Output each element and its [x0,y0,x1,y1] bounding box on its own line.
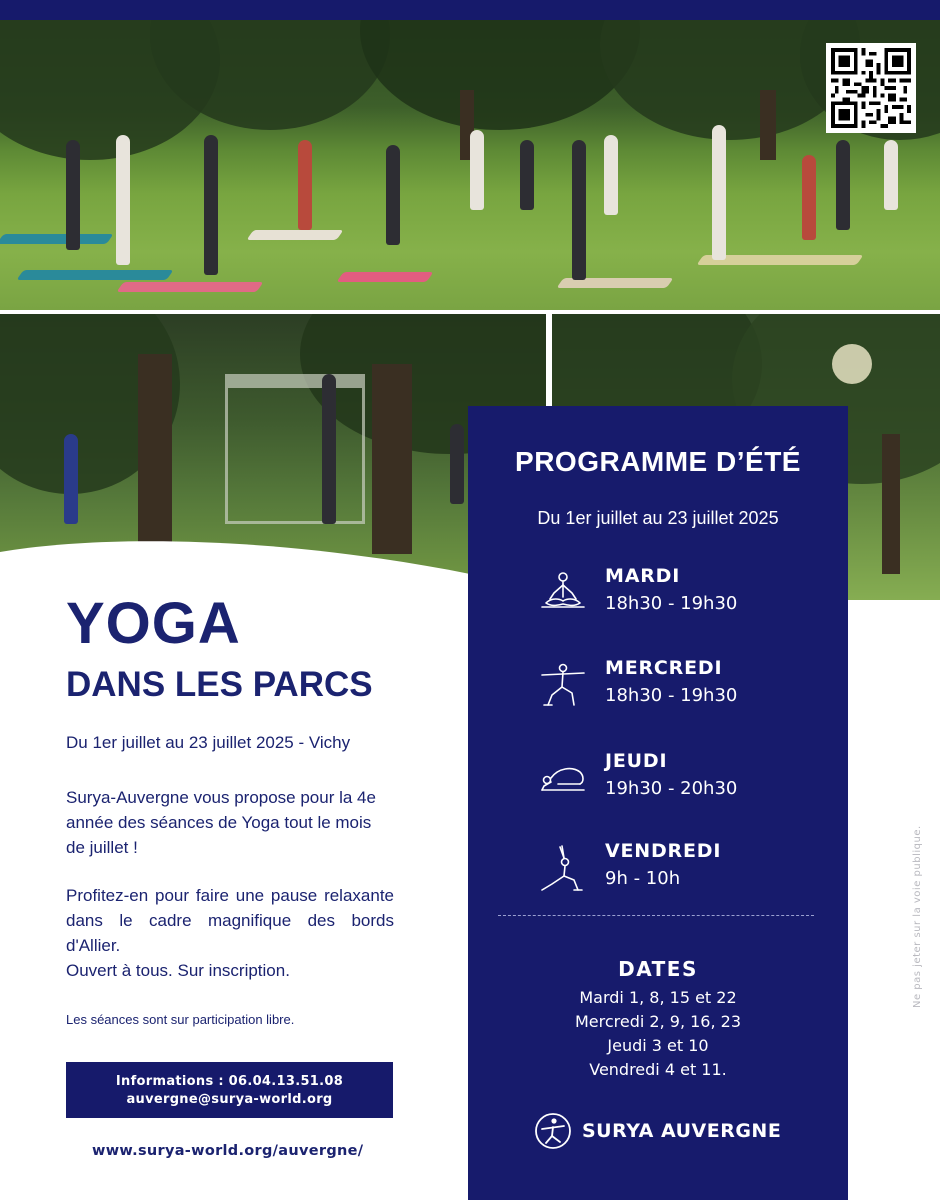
dates-list-item: Vendredi 4 et 11. [589,1060,727,1079]
session-item [538,565,838,639]
lunge-pose-icon [538,844,588,894]
contact-phone[interactable]: Informations : 06.04.13.51.08 [115,1074,344,1089]
qr-code[interactable] [826,43,916,133]
poster-subtitle: DANS LES PARCS [66,665,373,704]
session-day: JEUDI [605,750,668,772]
intro-paragraph: Surya-Auvergne vous propose pour la 4e année des séances de Yoga tout le mois de juillet ! [66,788,376,857]
photo-yoga-bandstand [0,314,546,574]
session-item [538,840,838,914]
session-time: 19h30 - 20h30 [605,778,738,799]
dates-heading: DATES [618,957,698,981]
litter-notice: Ne pas jeter sur la voie publique. [912,825,923,1008]
dates-list-item: Jeudi 3 et 10 [607,1036,709,1055]
dates-list-item: Mardi 1, 8, 15 et 22 [579,988,737,1007]
open-to-all-text: Ouvert à tous. Sur inscription. [66,961,290,980]
session-item [538,750,838,824]
surya-logo-icon [534,1112,572,1150]
program-dates: Du 1er juillet au 23 juillet 2025 [537,508,779,528]
warrior-pose-icon [538,661,588,711]
description-paragraph: Profitez-en pour faire une pause relaxante dans le cadre magnifique des bords d'Allier. [66,886,394,955]
session-time: 18h30 - 19h30 [605,593,738,614]
contact-info-box [66,1062,393,1118]
contact-email[interactable]: auvergne@surya-world.org [126,1092,333,1107]
dashed-divider [498,915,814,916]
program-panel [468,406,848,1200]
participation-note: Les séances sont sur participation libre. [66,1012,295,1027]
session-item [538,657,838,731]
session-time: 9h - 10h [605,868,681,889]
meditation-pose-icon [538,569,588,619]
dates-location: Du 1er juillet au 23 juillet 2025 - Vichy [66,733,351,752]
session-time: 18h30 - 19h30 [605,685,738,706]
dates-list-item: Mercredi 2, 9, 16, 23 [574,1012,742,1031]
child-pose-icon [538,754,588,804]
top-bar [0,0,940,20]
website-link[interactable]: www.surya-world.org/auvergne/ [92,1143,364,1159]
poster-title: YOGA [66,591,241,656]
dates-list [468,986,848,1082]
session-day: VENDREDI [605,840,722,862]
program-title: PROGRAMME D’ÉTÉ [515,446,801,477]
logo-text: SURYA AUVERGNE [582,1120,782,1142]
photo-yoga-group-park [0,20,940,310]
surya-auvergne-logo [534,1112,794,1152]
session-day: MARDI [605,565,681,587]
session-day: MERCREDI [605,657,723,679]
